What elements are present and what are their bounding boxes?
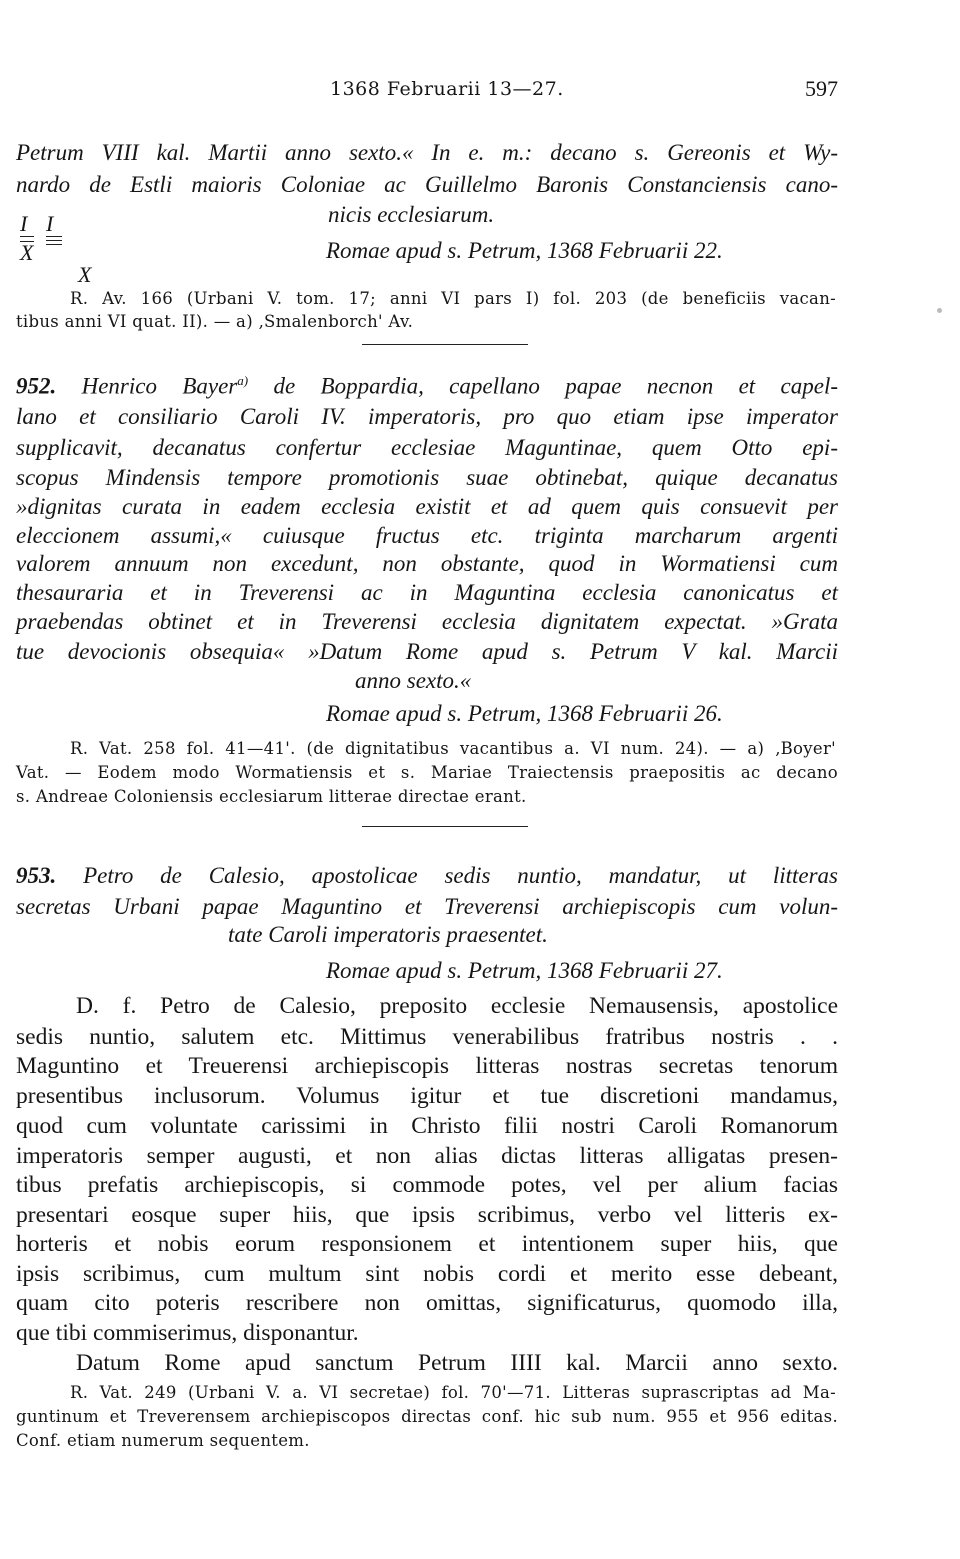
entry-952-line: »dignitas curata in eadem ecclesia existit et ad quem quis consuevit per xyxy=(16,494,838,519)
entry-953-text-line: imperatoris semper augusti, et non alias dictas litteras alligatas presen- xyxy=(16,1143,838,1169)
tax-mark-rule xyxy=(20,236,34,237)
entry-953-line: tate Caroli imperatoris praesentet. xyxy=(228,922,548,947)
tax-mark-numerator-right: I xyxy=(46,211,54,236)
entry-953-text-line: tibus prefatis archiepiscopis, si commode potes, vel per alium facias xyxy=(16,1172,838,1198)
entry-951-place-date: Romae apud s. Petrum, 1368 Februarii 22. xyxy=(326,238,723,263)
entry-952-note-line: s. Andreae Coloniensis ecclesiarum litterae directae erant. xyxy=(16,787,527,806)
entry-952-place-date: Romae apud s. Petrum, 1368 Februarii 26. xyxy=(326,701,723,726)
entry-952-line: eleccionem assumi,« cuiusque fructus etc. triginta marcharum argenti xyxy=(16,523,838,548)
entry-952-heading xyxy=(16,373,838,400)
entry-952-line: tue devocionis obsequia« »Datum Rome apud s. Petrum V kal. Marcii xyxy=(16,639,838,664)
entry-951-note-line: tibus anni VI quat. II). — a) ‚Smalenborch' Av. xyxy=(16,312,414,331)
separator-rule xyxy=(362,344,528,345)
tax-mark-rule xyxy=(46,244,62,245)
entry-953-place-date: Romae apud s. Petrum, 1368 Februarii 27. xyxy=(326,958,723,983)
entry-952-line: lano et consiliario Caroli IV. imperatoris, pro quo etiam ipse imperator xyxy=(16,404,838,429)
entry-952-line: scopus Mindensis tempore promotionis suae obtinebat, quique decanatus xyxy=(16,465,838,490)
entry-951-line: nardo de Estli maioris Coloniae ac Guillelmo Baronis Constanciensis cano- xyxy=(16,172,838,197)
entry-951-line: nicis ecclesiarum. xyxy=(328,202,495,227)
tax-mark-denominator-left: X xyxy=(20,240,34,265)
entry-953-text-line: presentari eosque super hiis, que ipsis scribimus, verbo vel litteris ex- xyxy=(16,1202,838,1228)
entry-953-text-line: sedis nuntio, salutem etc. Mittimus venerabilibus fratribus nostris . . xyxy=(16,1024,838,1050)
entry-953-text-line: quod cum voluntate carissimi in Christo filii nostri Caroli Romanorum xyxy=(16,1113,838,1139)
tax-mark-rule xyxy=(46,240,62,241)
entry-953-text-line: que tibi commiserimus, disponantur. xyxy=(16,1320,359,1346)
entry-number: 952. xyxy=(16,373,57,399)
entry-952-line: valorem annuum non excedunt, non obstante, quod in Wormatiensi cum xyxy=(16,551,838,576)
entry-952-note-line: R. Vat. 258 fol. 41—41'. (de dignitatibus vacantibus a. VI num. 24). — a) ‚Boyer' xyxy=(70,739,836,758)
entry-953-note-line: Conf. etiam numerum sequentem. xyxy=(16,1431,310,1450)
separator-rule xyxy=(362,826,528,827)
entry-953-text-line: Maguntino et Treuerensi archiepiscopis litteras nostras secretas tenorum xyxy=(16,1053,838,1079)
entry-953-text-line: ipsis scribimus, cum multum sint nobis cordi et merito esse debeant, xyxy=(16,1261,838,1287)
page-number: 597 xyxy=(805,76,838,101)
entry-952-line: praebendas obtinet et in Treverensi ecclesia dignitatem expectat. »Grata xyxy=(16,609,838,634)
entry-953-line: secretas Urbani papae Maguntino et Treverensi archiepiscopis cum volun- xyxy=(16,894,838,919)
entry-953-heading-rest: Petro de Calesio, apostolicae sedis nuntio, mandatur, ut litteras xyxy=(83,863,839,888)
entry-953-note-line: R. Vat. 249 (Urbani V. a. VI secretae) fol. 70'—71. Litteras suprascriptas ad Ma- xyxy=(70,1383,836,1402)
footnote-mark: a) xyxy=(237,373,249,388)
entry-953-text-line: D. f. Petro de Calesio, preposito ecclesie Nemausensis, apostolice xyxy=(76,993,838,1019)
entry-953-text-line: quam cito poteris rescribere non omittas, significaturus, quomodo illa, xyxy=(16,1290,838,1316)
entry-953-note-line: guntinum et Treverensem archiepiscopos directas conf. hic sub num. 955 et 956 editas. xyxy=(16,1407,838,1426)
entry-number: 953. xyxy=(16,863,57,888)
entry-953-text-line: horteris et nobis eorum responsionem et intentionem super hiis, que xyxy=(16,1231,838,1257)
entry-953-datum-line: Datum Rome apud sanctum Petrum IIII kal. Marcii anno sexto. xyxy=(76,1350,838,1376)
scan-speck xyxy=(937,308,942,313)
entry-952-line: thesauraria et in Treverensi ac in Maguntina ecclesia canonicatus et xyxy=(16,580,838,605)
entry-952-line: anno sexto.« xyxy=(355,668,472,693)
entry-952-recipient: Henrico Bayer xyxy=(81,373,238,399)
entry-953-heading xyxy=(16,863,838,889)
entry-952-line: supplicavit, decanatus confertur ecclesiae Maguntinae, quem Otto epi- xyxy=(16,435,838,460)
tax-mark-denominator-bottom: X xyxy=(78,262,92,287)
tax-mark-numerator-left: I xyxy=(20,211,28,236)
entry-952-heading-rest: de Boppardia, capellano papae necnon et capel- xyxy=(273,373,838,399)
running-title: 1368 Februarii 13—27. xyxy=(330,78,564,100)
entry-951-line: Petrum VIII kal. Martii anno sexto.« In e. m.: decano s. Gereonis et Wy- xyxy=(16,140,838,165)
entry-953-text-line: presentibus inclusorum. Volumus igitur et tue discretioni mandamus, xyxy=(16,1083,838,1109)
tax-mark-rule xyxy=(46,236,62,237)
entry-951-note-line: R. Av. 166 (Urbani V. tom. 17; anni VI pars I) fol. 203 (de beneficiis vacan- xyxy=(70,289,836,308)
entry-952-note-line: Vat. — Eodem modo Wormatiensis et s. Mariae Traiectensis praepositis ac decano xyxy=(16,763,838,782)
